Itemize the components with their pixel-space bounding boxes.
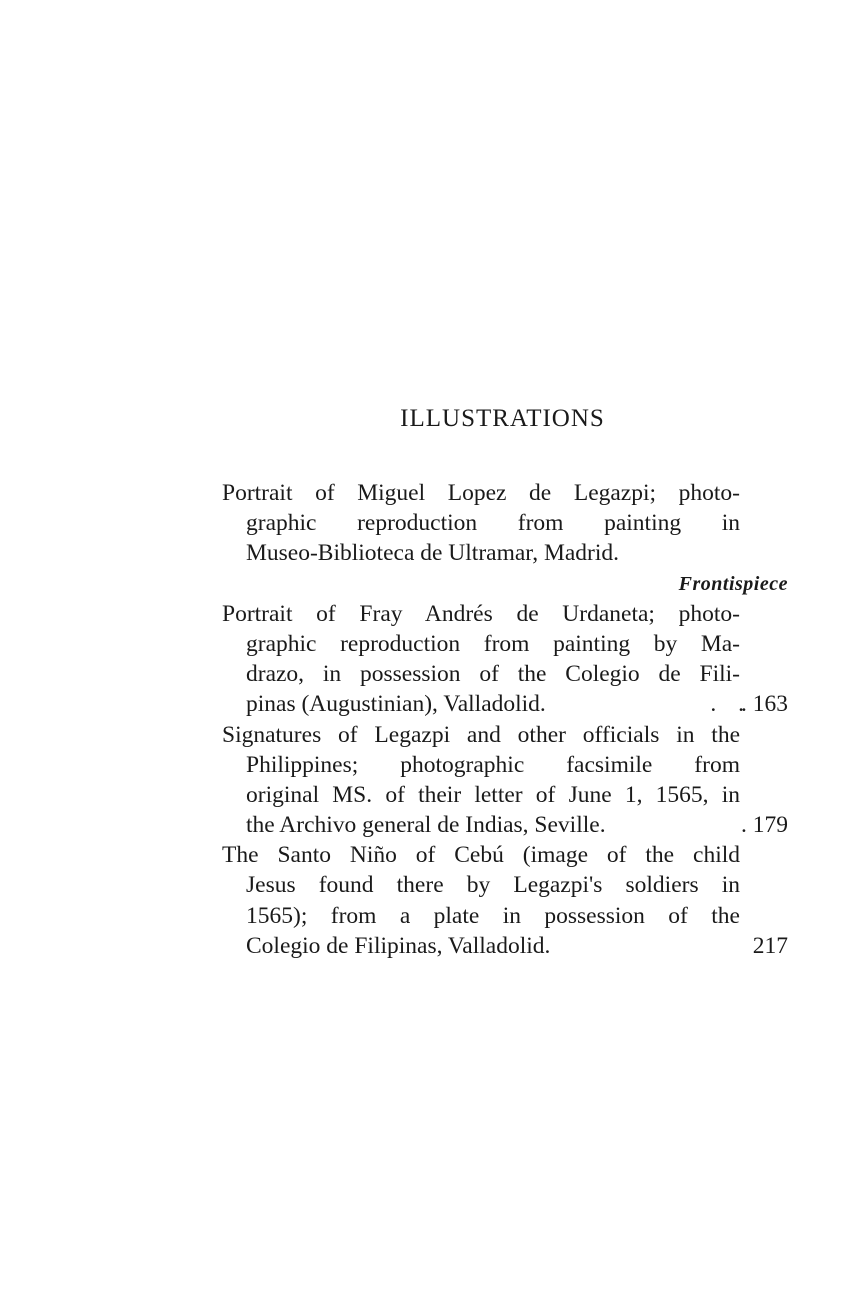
entry-line: original MS. of their letter of June 1, 1565, in	[246, 781, 740, 808]
page-reference: Frontispiece	[678, 572, 788, 595]
entry-line-last	[222, 931, 788, 961]
list-item	[222, 599, 788, 720]
list-item	[222, 720, 788, 841]
entry-line: pinas (Augustinian), Valladolid.	[246, 691, 546, 718]
page-number: . 163	[741, 691, 788, 718]
entry-line: graphic reproduction from painting by Ma-	[246, 630, 740, 657]
entry-line: Portrait of Fray Andrés de Urdaneta; photo-	[222, 600, 740, 627]
entry-line: Portrait of Miguel Lopez de Legazpi; photo-	[222, 480, 740, 506]
entry-line: Philippines; photographic facsimile from	[246, 751, 740, 778]
entry-line: drazo, in possession of the Colegio de Fili-	[246, 661, 740, 688]
entry-line-last	[222, 689, 788, 719]
entry-line: The Santo Niño of Cebú (image of the child	[222, 842, 740, 869]
page-number: 217	[752, 932, 788, 959]
entry-line: Jesus found there by Legazpi's soldiers in	[246, 872, 740, 899]
entry-line: Signatures of Legazpi and other officials in the	[222, 721, 740, 748]
entry-line: 1565); from a plate in possession of the	[246, 902, 740, 929]
dot-leader: . .	[710, 691, 752, 718]
entry-line: graphic reproduction from painting in	[246, 510, 740, 537]
list-item	[222, 478, 788, 599]
page-title: ILLUSTRATIONS	[400, 405, 605, 432]
list-item	[222, 840, 788, 961]
page-number: . 179	[741, 812, 788, 839]
entry-line: the Archivo general de Indias, Seville.	[246, 812, 606, 839]
entry-line: Museo-Biblioteca de Ultramar, Madrid.	[246, 540, 619, 567]
illustrations-list	[222, 478, 788, 961]
entry-line: Colegio de Filipinas, Valladolid.	[246, 932, 551, 959]
entry-line-last	[222, 810, 788, 840]
